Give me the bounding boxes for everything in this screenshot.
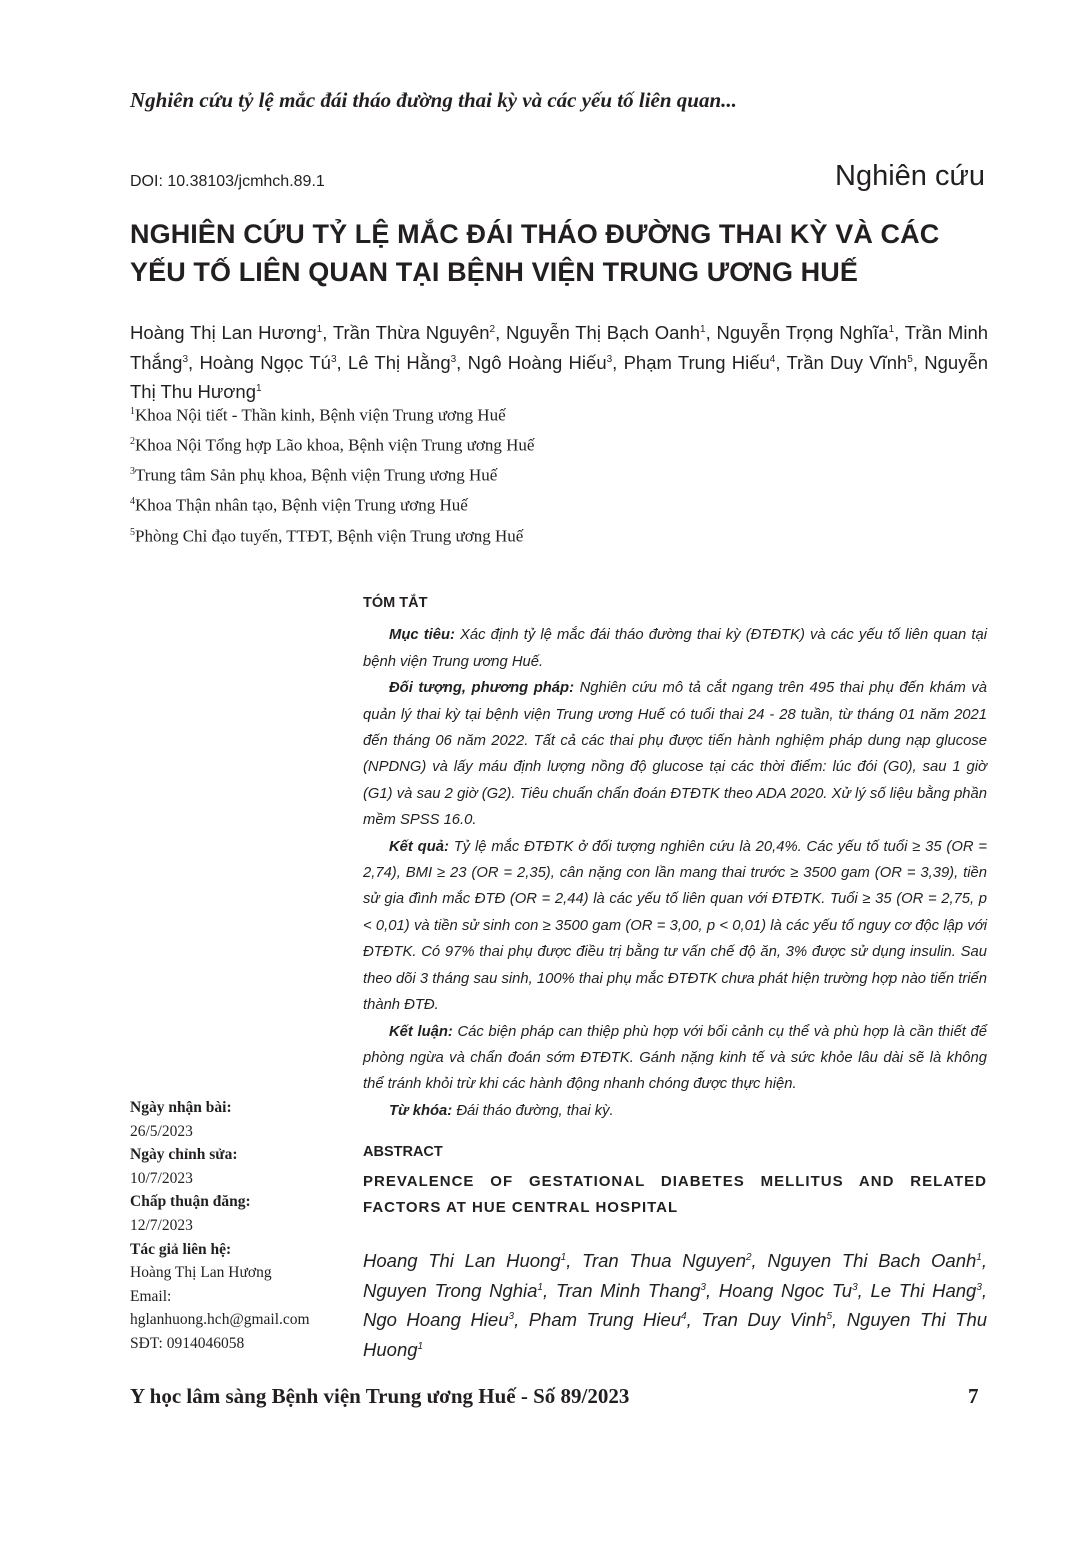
conclusion-text: Các biện pháp can thiệp phù hợp với bối cảnh cụ thể và phù hợp là cần thiết để phòng ngừa và chẩn đoán sớm ĐTĐTK. Gánh nặng kinh tế và sức khỏe lâu dài sẽ là không thể tránh khỏi trừ khi các hành động nhanh chóng được thực hiện. xyxy=(363,1023,987,1093)
corresponding-label: Tác giả liên hệ: xyxy=(130,1240,232,1258)
affiliation-list xyxy=(130,399,534,550)
author-name: Pham Trung Hieu xyxy=(528,1309,682,1331)
affiliation-number: 3 xyxy=(130,466,135,478)
doi: DOI: 10.38103/jcmhch.89.1 xyxy=(130,173,325,190)
affiliation-mark: 3 xyxy=(700,1281,706,1293)
section-label: Nghiên cứu xyxy=(835,160,985,192)
affiliation-number: 1 xyxy=(130,406,135,417)
author-name: Ngô Hoàng Hiếu xyxy=(467,351,607,373)
article-meta xyxy=(130,1096,310,1356)
author-name: Hoang Ngoc Tu xyxy=(718,1279,853,1301)
author-name: Nguyễn Thị Thu Hương xyxy=(130,351,989,403)
author-name: Nguyen Thi Bach Oanh xyxy=(767,1250,977,1272)
summary-heading: TÓM TẮT xyxy=(363,595,428,611)
affiliation-mark: 1 xyxy=(417,1340,424,1352)
objective-text: Xác định tỷ lệ mắc đái tháo đường thai kỳ (ĐTĐTK) và các yếu tố liên quan tại bệnh viện Trung ương Huế. xyxy=(363,627,987,670)
revised-date: 10/7/2023 xyxy=(130,1169,193,1187)
summary-objective xyxy=(363,622,987,675)
author-name: Hoang Thi Lan Huong xyxy=(363,1250,561,1272)
article-title: NGHIÊN CỨU TỶ LỆ MẮC ĐÁI THÁO ĐƯỜNG THAI KỲ VÀ CÁC YẾU TỐ LIÊN QUAN TẠI BỆNH VIỆN TRUNG ƯƠNG HUẾ xyxy=(130,219,940,287)
received-date: 26/5/2023 xyxy=(130,1122,193,1140)
affiliation-mark: 1 xyxy=(255,383,262,395)
abstract-section xyxy=(363,1144,987,1364)
affiliation-mark: 1 xyxy=(560,1252,567,1263)
affiliation-text: Phòng Chỉ đạo tuyến, TTĐT, Bệnh viện Trung ương Huế xyxy=(135,526,524,546)
affiliation-mark: 1 xyxy=(888,324,895,335)
abstract-heading: ABSTRACT xyxy=(363,1144,443,1160)
affiliation-mark: 3 xyxy=(182,353,189,365)
revised-label: Ngày chỉnh sửa: xyxy=(130,1146,238,1164)
affiliation-mark: 3 xyxy=(852,1281,858,1293)
author-name: Hoàng Ngọc Tú xyxy=(199,351,331,373)
affiliation-mark: 2 xyxy=(489,324,496,335)
affiliation-item xyxy=(130,459,534,489)
english-title: PREVALENCE OF GESTATIONAL DIABETES MELLITUS AND RELATED FACTORS AT HUE CENTRAL HOSPITAL xyxy=(363,1173,987,1216)
summary-methods xyxy=(363,675,987,833)
affiliation-mark: 1 xyxy=(700,324,706,335)
author-name: Nguyen Trong Nghia xyxy=(363,1279,538,1301)
email-address: hglanhuong.hch@gmail.com xyxy=(130,1311,310,1329)
methods-text: Nghiên cứu mô tả cắt ngang trên 495 thai phụ đến khám và quản lý thai kỳ tại bệnh viện Trung ương Huế có tuổi thai 24 - 28 tuần, từ tháng 01 năm 2021 đến tháng 06 năm 2022. Tất cả các thai phụ được tiến hành nghiệm pháp dung nạp glucose (NPDNG) và lấy máu định lượng nồng độ glucose tại các thời điểm: lúc đói (G0), sau 1 giờ (G1) và sau 2 giờ (G2). Tiêu chuẩn chẩn đoán ĐTĐTK theo ADA 2020. Xử lý số liệu bằng phần mềm SPSS 16.0. xyxy=(363,680,987,829)
author-name: Tran Minh Thang xyxy=(555,1279,701,1301)
author-name: Trần Minh Thắng xyxy=(130,322,989,373)
affiliation-mark: 1 xyxy=(537,1281,543,1293)
affiliation-mark: 2 xyxy=(745,1252,752,1263)
author-name: Nguyen Thi Thu Huong xyxy=(363,1309,988,1361)
keywords-text: Đái tháo đường, thai kỳ. xyxy=(456,1102,614,1119)
author-name: Le Thi Hang xyxy=(870,1279,977,1301)
footer-journal: Y học lâm sàng Bệnh viện Trung ương Huế - Số 89/2023 xyxy=(130,1384,630,1408)
affiliation-mark: 3 xyxy=(508,1311,515,1323)
received-label: Ngày nhận bài: xyxy=(130,1099,232,1116)
conclusion-label: Kết luận: xyxy=(389,1023,453,1040)
summary-results xyxy=(363,834,987,1019)
objective-label: Mục tiêu: xyxy=(389,627,455,644)
affiliation-mark: 4 xyxy=(681,1311,687,1323)
english-author-list: Hoang Thi Lan Huong$^1$, Tran Thua Nguyen$^2$, Nguyen Thi Bach Oanh$^1$, Nguyen Trong Nghia$^1$, Tran Minh Thang$^3$, Hoang Ngoc Tu$^3$, Le Thi Hang$^3$, Ngo Hoang Hieu$^3$, Pham Trung Hieu$^4$, Tran Duy Vinh$^5$, Nguyen Thi Thu Huong$^1$ xyxy=(363,1250,988,1361)
author-name: Hoàng Thị Lan Hương xyxy=(130,322,317,344)
summary-conclusion xyxy=(363,1019,987,1098)
affiliation-mark: 3 xyxy=(976,1281,982,1293)
author-name: Lê Thị Hằng xyxy=(347,351,451,373)
accepted-label: Chấp thuận đăng: xyxy=(130,1193,251,1211)
affiliation-mark: 5 xyxy=(907,353,913,365)
corresponding-author: Hoàng Thị Lan Hương xyxy=(130,1264,272,1282)
affiliation-mark: 1 xyxy=(316,324,323,335)
accepted-date: 12/7/2023 xyxy=(130,1216,193,1234)
summary-section xyxy=(363,590,987,1124)
affiliation-number: 2 xyxy=(130,436,135,448)
author-name: Nguyễn Thị Bạch Oanh xyxy=(506,322,700,344)
results-text: Tỷ lệ mắc ĐTĐTK ở đối tượng nghiên cứu là 20,4%. Các yếu tố tuổi ≥ 35 (OR = 2,74), BMI ≥ 23 (OR = 2,35), cân nặng con lần mang thai trước ≥ 3500 gam (OR = 3,39), tiền sử gia đình mắc ĐTĐ (OR = 2,44) là các yếu tố liên quan với ĐTĐTK. Tuổi ≥ 35 (OR = 2,75, p < 0,01) và tiền sử sinh con ≥ 3500 gam (OR = 3,00, p < 0,01) là các yếu tố nguy cơ độc lập với ĐTĐTK. Có 97% thai phụ được điều trị bằng tư vấn chế độ ăn, 3% được sử dụng insulin. Sau theo dõi 3 tháng sau sinh, 100% thai phụ mắc ĐTĐTK chưa phát hiện trường hợp nào tiến triển thành ĐTĐ. xyxy=(363,838,987,1014)
author-list: Hoàng Thị Lan Hương$^1$, Trần Thừa Nguyên$^2$, Nguyễn Thị Bạch Oanh$^1$, Nguyễn Trọng Nghĩa$^1$, Trần Minh Thắng$^3$, Hoàng Ngọc $Tú^3$, Lê Thị Hằng$^3$, Ngô Hoàng Hiếu$^3$, Phạm Trung Hiếu$^4$, Trần Duy Vĩnh$^5$, Nguyễn Thị Thu Hương$^1$ xyxy=(130,322,989,403)
affiliation-item xyxy=(130,489,534,519)
affiliation-mark: 1 xyxy=(976,1252,982,1263)
affiliation-text: Khoa Nội Tổng hợp Lão khoa, Bệnh viện Trung ương Huế xyxy=(135,435,535,455)
author-name: Trần Thừa Nguyên xyxy=(332,322,490,344)
keywords-label: Từ khóa: xyxy=(389,1102,453,1119)
affiliation-mark: 3 xyxy=(606,353,613,365)
affiliation-mark: 5 xyxy=(826,1311,833,1323)
results-label: Kết quả: xyxy=(389,838,449,855)
summary-keywords xyxy=(363,1098,987,1124)
affiliation-number: 4 xyxy=(130,496,135,508)
author-name: Tran Thua Nguyen xyxy=(582,1250,746,1272)
email-label: Email: xyxy=(130,1287,172,1305)
running-head: Nghiên cứu tỷ lệ mắc đái tháo đường thai kỳ và các yếu tố liên quan... xyxy=(130,88,737,112)
page-number: 7 xyxy=(968,1384,979,1408)
author-name: Tran Duy Vinh xyxy=(701,1309,827,1331)
phone-number: SĐT: 0914046058 xyxy=(130,1334,245,1352)
affiliation-mark: 3 xyxy=(450,353,457,365)
affiliation-item xyxy=(130,429,534,459)
author-name: Phạm Trung Hiếu xyxy=(623,351,770,373)
affiliation-mark: 4 xyxy=(769,353,776,365)
affiliation-item xyxy=(130,520,534,550)
author-name: Nguyễn Trọng Nghĩa xyxy=(716,322,889,344)
author-name: Trần Duy Vĩnh xyxy=(786,351,908,373)
author-name: Ngo Hoang Hieu xyxy=(363,1309,509,1331)
affiliation-text: Khoa Nội tiết - Thần kinh, Bệnh viện Trung ương Huế xyxy=(135,405,506,425)
affiliation-text: Trung tâm Sản phụ khoa, Bệnh viện Trung ương Huế xyxy=(135,465,498,485)
affiliation-text: Khoa Thận nhân tạo, Bệnh viện Trung ương Huế xyxy=(135,496,468,516)
affiliation-number: 5 xyxy=(130,526,135,538)
affiliation-item xyxy=(130,399,534,429)
affiliation-mark: 3 xyxy=(330,353,337,365)
methods-label: Đối tượng, phương pháp: xyxy=(389,680,575,697)
